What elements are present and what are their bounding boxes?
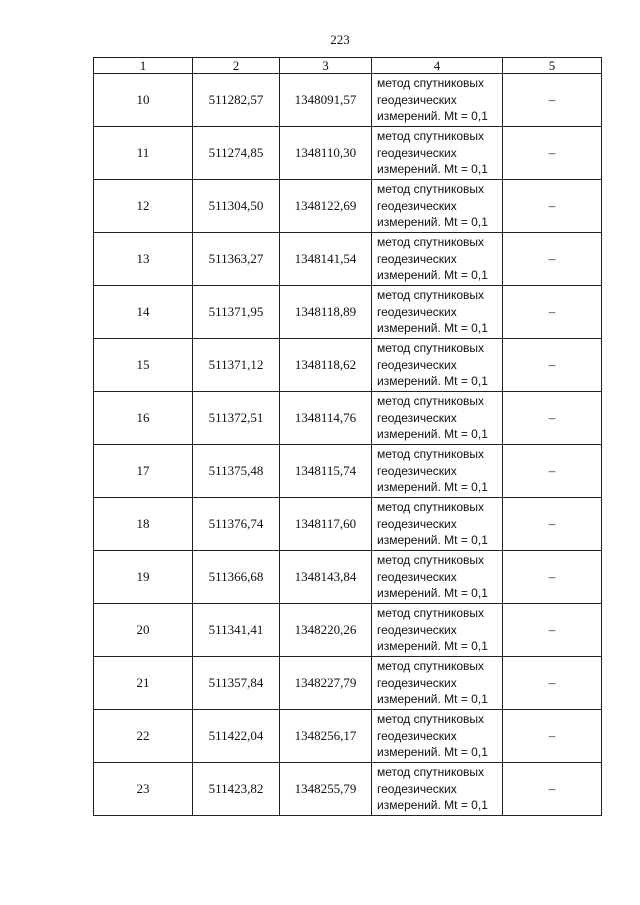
method-cell	[372, 445, 503, 498]
method-line: метод спутниковых	[377, 288, 485, 303]
y-coordinate-cell: 1348256,17	[280, 710, 372, 763]
table-row	[94, 445, 602, 498]
note-cell: –	[503, 339, 602, 392]
method-line: измерений. Mt = 0,1	[377, 321, 488, 336]
x-coordinate-cell: 511341,41	[193, 604, 280, 657]
note-cell: –	[503, 710, 602, 763]
y-coordinate-cell: 1348141,54	[280, 233, 372, 286]
y-coordinate-cell: 1348220,26	[280, 604, 372, 657]
point-number-cell: 22	[94, 710, 193, 763]
column-header-3: 3	[280, 58, 372, 74]
method-cell	[372, 339, 503, 392]
x-coordinate-cell: 511274,85	[193, 127, 280, 180]
y-coordinate-cell: 1348255,79	[280, 763, 372, 816]
y-coordinate-cell: 1348118,89	[280, 286, 372, 339]
method-line: геодезических	[377, 304, 457, 319]
x-coordinate-cell: 511357,84	[193, 657, 280, 710]
method-line: измерений. Mt = 0,1	[377, 745, 488, 760]
method-line: метод спутниковых	[377, 659, 485, 674]
method-line: метод спутниковых	[377, 553, 485, 568]
method-cell	[372, 286, 503, 339]
method-line: измерений. Mt = 0,1	[377, 162, 488, 177]
method-line: измерений. Mt = 0,1	[377, 109, 488, 124]
method-cell	[372, 763, 503, 816]
y-coordinate-cell: 1348114,76	[280, 392, 372, 445]
method-line: измерений. Mt = 0,1	[377, 268, 488, 283]
method-line: метод спутниковых	[377, 712, 485, 727]
point-number-cell: 13	[94, 233, 193, 286]
y-coordinate-cell: 1348122,69	[280, 180, 372, 233]
column-header-2: 2	[193, 58, 280, 74]
method-line: метод спутниковых	[377, 76, 485, 91]
method-line: метод спутниковых	[377, 394, 485, 409]
method-cell	[372, 233, 503, 286]
y-coordinate-cell: 1348117,60	[280, 498, 372, 551]
point-number-cell: 11	[94, 127, 193, 180]
point-number-cell: 21	[94, 657, 193, 710]
note-cell: –	[503, 74, 602, 127]
x-coordinate-cell: 511423,82	[193, 763, 280, 816]
method-line: геодезических	[377, 410, 457, 425]
method-line: измерений. Mt = 0,1	[377, 427, 488, 442]
method-line: геодезических	[377, 198, 457, 213]
x-coordinate-cell: 511371,95	[193, 286, 280, 339]
note-cell: –	[503, 551, 602, 604]
note-cell: –	[503, 127, 602, 180]
table-row	[94, 74, 602, 127]
method-line: метод спутниковых	[377, 341, 485, 356]
table-row	[94, 127, 602, 180]
x-coordinate-cell: 511366,68	[193, 551, 280, 604]
point-number-cell: 18	[94, 498, 193, 551]
x-coordinate-cell: 511304,50	[193, 180, 280, 233]
method-line: метод спутниковых	[377, 500, 485, 515]
point-number-cell: 20	[94, 604, 193, 657]
column-header-5: 5	[503, 58, 602, 74]
method-line: метод спутниковых	[377, 765, 485, 780]
x-coordinate-cell: 511375,48	[193, 445, 280, 498]
note-cell: –	[503, 392, 602, 445]
y-coordinate-cell: 1348118,62	[280, 339, 372, 392]
column-header-4: 4	[372, 58, 503, 74]
method-cell	[372, 604, 503, 657]
table-row	[94, 233, 602, 286]
point-number-cell: 16	[94, 392, 193, 445]
method-line: метод спутниковых	[377, 606, 485, 621]
page-number: 223	[330, 32, 350, 47]
note-cell: –	[503, 657, 602, 710]
method-line: геодезических	[377, 516, 457, 531]
table-row	[94, 180, 602, 233]
note-cell: –	[503, 498, 602, 551]
method-cell	[372, 74, 503, 127]
method-line: метод спутниковых	[377, 447, 485, 462]
table-row	[94, 763, 602, 816]
note-cell: –	[503, 763, 602, 816]
x-coordinate-cell: 511422,04	[193, 710, 280, 763]
point-number-cell: 15	[94, 339, 193, 392]
method-line: измерений. Mt = 0,1	[377, 692, 488, 707]
method-line: измерений. Mt = 0,1	[377, 480, 488, 495]
x-coordinate-cell: 511376,74	[193, 498, 280, 551]
y-coordinate-cell: 1348227,79	[280, 657, 372, 710]
column-header-1: 1	[94, 58, 193, 74]
note-cell: –	[503, 445, 602, 498]
note-cell: –	[503, 604, 602, 657]
table-row	[94, 286, 602, 339]
method-line: метод спутниковых	[377, 235, 485, 250]
method-line: геодезических	[377, 622, 457, 637]
method-line: измерений. Mt = 0,1	[377, 586, 488, 601]
method-line: измерений. Mt = 0,1	[377, 533, 488, 548]
method-cell	[372, 657, 503, 710]
note-cell: –	[503, 286, 602, 339]
method-cell	[372, 498, 503, 551]
method-line: измерений. Mt = 0,1	[377, 798, 488, 813]
method-line: измерений. Mt = 0,1	[377, 639, 488, 654]
method-cell	[372, 127, 503, 180]
y-coordinate-cell: 1348091,57	[280, 74, 372, 127]
table-row	[94, 339, 602, 392]
coordinates-table	[93, 57, 602, 816]
method-line: метод спутниковых	[377, 129, 485, 144]
method-line: геодезических	[377, 675, 457, 690]
method-line: геодезических	[377, 569, 457, 584]
y-coordinate-cell: 1348115,74	[280, 445, 372, 498]
point-number-cell: 12	[94, 180, 193, 233]
table-row	[94, 657, 602, 710]
method-line: геодезических	[377, 781, 457, 796]
method-line: геодезических	[377, 251, 457, 266]
table-body	[94, 74, 602, 816]
x-coordinate-cell: 511372,51	[193, 392, 280, 445]
method-line: измерений. Mt = 0,1	[377, 374, 488, 389]
method-cell	[372, 551, 503, 604]
point-number-cell: 19	[94, 551, 193, 604]
method-cell	[372, 180, 503, 233]
table-row	[94, 604, 602, 657]
x-coordinate-cell: 511282,57	[193, 74, 280, 127]
table-row	[94, 392, 602, 445]
point-number-cell: 10	[94, 74, 193, 127]
note-cell: –	[503, 233, 602, 286]
point-number-cell: 14	[94, 286, 193, 339]
y-coordinate-cell: 1348143,84	[280, 551, 372, 604]
x-coordinate-cell: 511363,27	[193, 233, 280, 286]
point-number-cell: 17	[94, 445, 193, 498]
method-line: геодезических	[377, 92, 457, 107]
method-line: метод спутниковых	[377, 182, 485, 197]
note-cell: –	[503, 180, 602, 233]
method-cell	[372, 392, 503, 445]
table-header-row	[94, 58, 602, 74]
method-line: геодезических	[377, 728, 457, 743]
table-row	[94, 551, 602, 604]
method-line: геодезических	[377, 357, 457, 372]
method-line: геодезических	[377, 463, 457, 478]
method-line: измерений. Mt = 0,1	[377, 215, 488, 230]
table-row	[94, 710, 602, 763]
method-cell	[372, 710, 503, 763]
point-number-cell: 23	[94, 763, 193, 816]
x-coordinate-cell: 511371,12	[193, 339, 280, 392]
table-row	[94, 498, 602, 551]
method-line: геодезических	[377, 145, 457, 160]
y-coordinate-cell: 1348110,30	[280, 127, 372, 180]
